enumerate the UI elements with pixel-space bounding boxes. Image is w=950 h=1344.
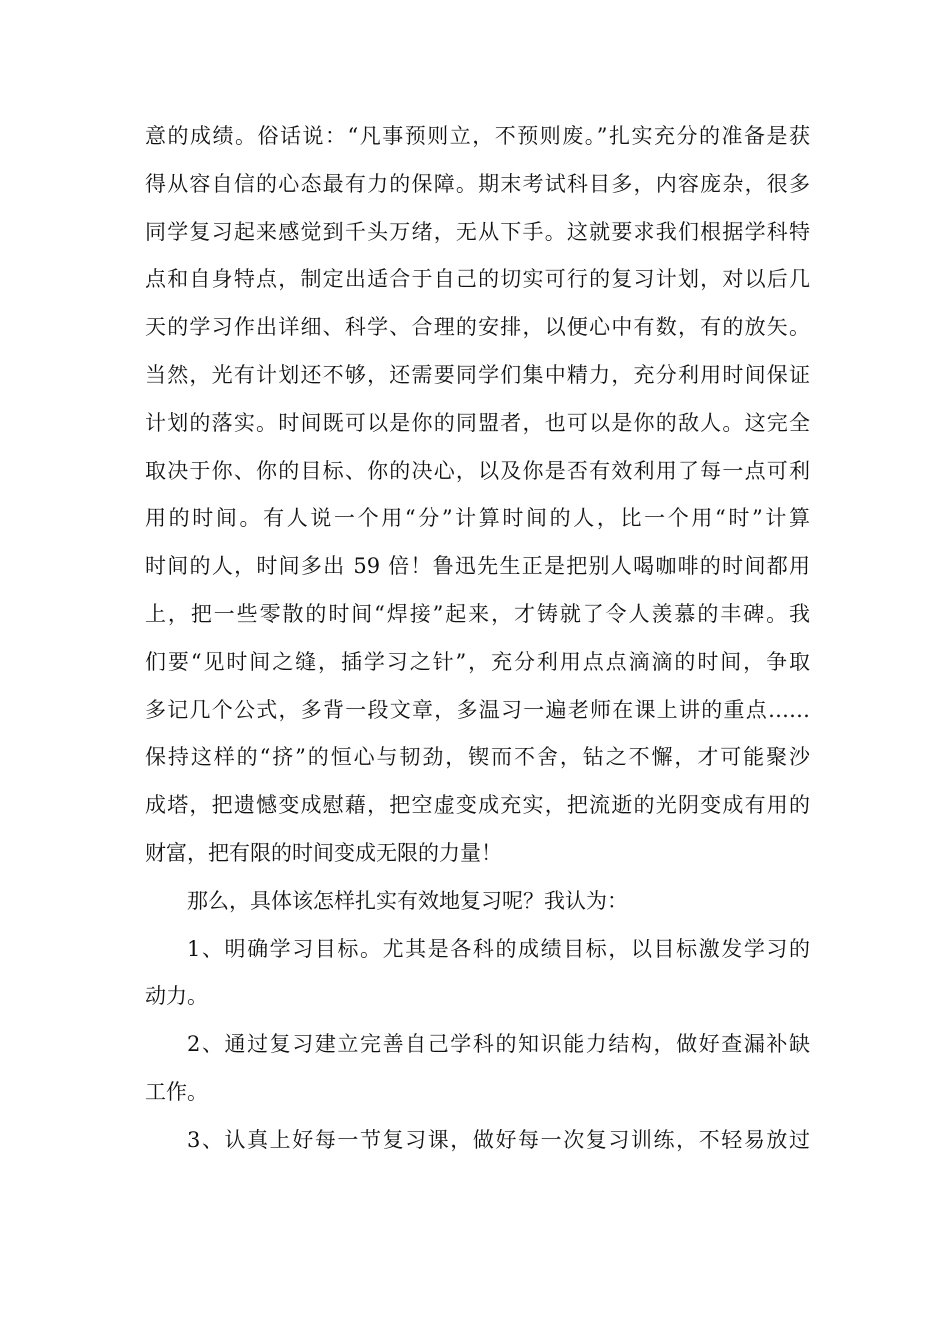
document-body	[145, 113, 810, 1165]
paragraph-intro: 那么，具体该怎样扎实有效地复习呢？我认为：	[187, 888, 628, 913]
paragraph-line: 用的时间。有人说一个用“分”计算时间的人，比一个用“时”计算	[145, 506, 810, 531]
list-item-2-continuation: 工作。	[145, 1079, 208, 1104]
paragraph-line: 时间的人，时间多出 59 倍！鲁迅先生正是把别人喝咖啡的时间都用	[145, 554, 810, 579]
list-item-3: 3、认真上好每一节复习课，做好每一次复习训练，不轻易放过	[187, 1127, 810, 1152]
paragraph-line: 保持这样的“挤”的恒心与韧劲，锲而不舍，钻之不懈，才可能聚沙	[145, 745, 810, 770]
paragraph-line: 取决于你、你的目标、你的决心，以及你是否有效利用了每一点可利	[145, 458, 810, 483]
paragraph-line: 们要“见时间之缝，插学习之针”，充分利用点点滴滴的时间，争取	[145, 649, 810, 674]
paragraph-line: 点和自身特点，制定出适合于自己的切实可行的复习计划，对以后几	[145, 267, 810, 292]
paragraph-line: 上，把一些零散的时间“焊接”起来，才铸就了令人羡慕的丰碑。我	[145, 601, 810, 626]
paragraph-line: 得从容自信的心态最有力的保障。期末考试科目多，内容庞杂，很多	[145, 171, 810, 196]
list-item-2: 2、通过复习建立完善自己学科的知识能力结构，做好查漏补缺	[187, 1032, 810, 1057]
paragraph-line: 天的学习作出详细、科学、合理的安排，以便心中有数，有的放矢。	[145, 315, 810, 340]
paragraph-line: 多记几个公式，多背一段文章，多温习一遍老师在课上讲的重点……	[145, 697, 810, 722]
list-item-1: 1、明确学习目标。尤其是各科的成绩目标，以目标激发学习的	[187, 936, 810, 961]
paragraph-line: 成塔，把遗憾变成慰藉，把空虚变成充实，把流逝的光阴变成有用的	[145, 793, 810, 818]
paragraph-line: 同学复习起来感觉到千头万绪，无从下手。这就要求我们根据学科特	[145, 219, 810, 244]
paragraph-line: 当然，光有计划还不够，还需要同学们集中精力，充分利用时间保证	[145, 362, 810, 387]
paragraph-line: 意的成绩。俗话说：“凡事预则立，不预则废。”扎实充分的准备是获	[145, 124, 810, 148]
paragraph-last-line: 财富，把有限的时间变成无限的力量！	[145, 840, 502, 865]
paragraph-line: 计划的落实。时间既可以是你的同盟者，也可以是你的敌人。这完全	[145, 410, 810, 435]
list-item-1-continuation: 动力。	[145, 984, 208, 1009]
